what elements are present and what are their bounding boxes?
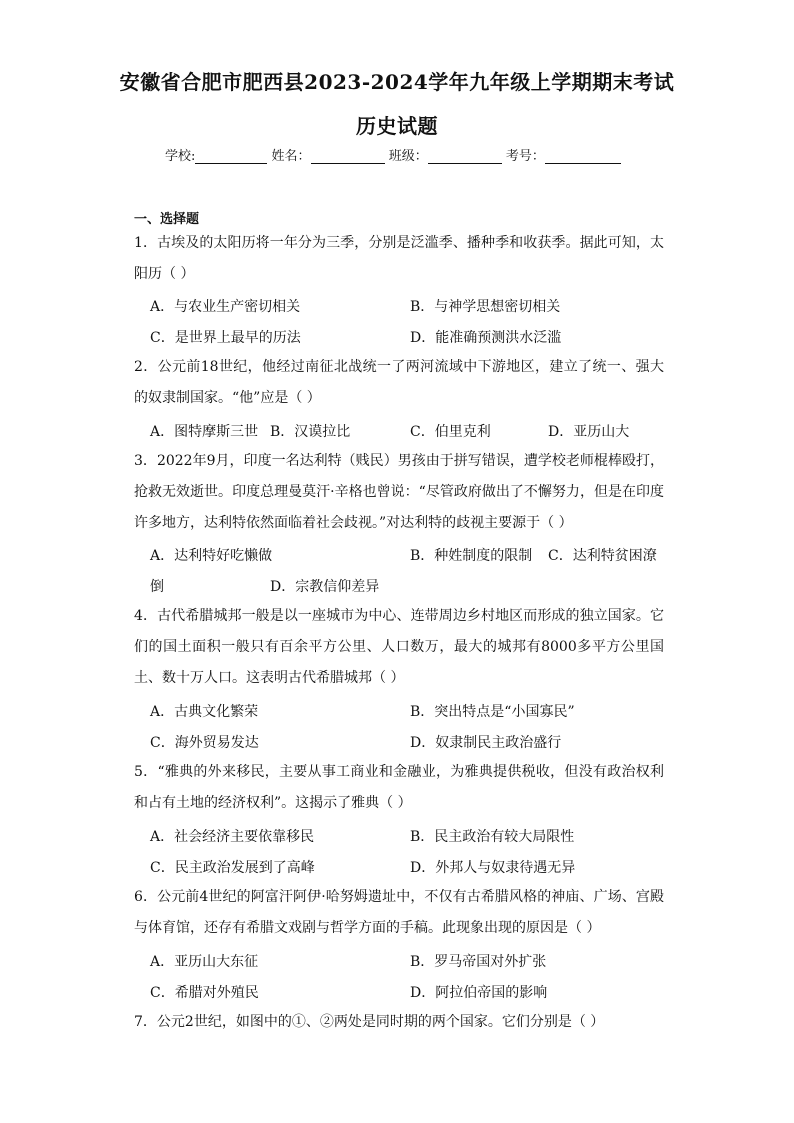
option: D．奴隶制民主政治盛行 [410, 735, 562, 751]
school-blank [195, 149, 267, 164]
school-label: 学校: [165, 149, 196, 164]
class-label: 班级： [388, 149, 428, 164]
option: B．汉谟拉比 [270, 424, 351, 440]
option: B．民主政治有较大局限性 [410, 829, 575, 845]
option: C．达利特贫困潦 [548, 548, 657, 564]
option: 倒 [150, 579, 164, 595]
option: D．能准确预测洪水泛滥 [410, 330, 562, 346]
option: B．突出特点是“小国寡民” [410, 704, 575, 720]
option: C．海外贸易发达 [150, 735, 259, 751]
question-stem: 1．古埃及的太阳历将一年分为三季，分别是泛滥季、播种季和收获季。据此可知，太阳历（ ） [134, 235, 664, 282]
name-blank [311, 149, 385, 164]
question-stem: 4．古代希腊城邦一般是以一座城市为中心、连带周边乡村地区而形成的独立国家。它们的国土面积一般只有百余平方公里、人口数万，最大的城邦有8000多平方公里国土、数十万人口。这表明古代希腊城邦（ ） [134, 608, 664, 686]
option: C．希腊对外殖民 [150, 985, 259, 1001]
option: A．达利特好吃懒做 [150, 548, 273, 564]
name-label: 姓名： [271, 149, 311, 164]
option: C．是世界上最早的历法 [150, 330, 301, 346]
option: B．罗马帝国对外扩张 [410, 954, 547, 970]
section-heading: 一、选择题 [134, 212, 200, 227]
option: C．伯里克利 [410, 424, 491, 440]
option: B．与神学思想密切相关 [410, 299, 561, 315]
exam-subject-title: 历史试题 [356, 114, 438, 138]
option: D．外邦人与奴隶待遇无异 [410, 860, 576, 876]
option: D．宗教信仰差异 [270, 579, 380, 595]
option: A．社会经济主要依靠移民 [150, 829, 315, 845]
option: A．古典文化繁荣 [150, 704, 259, 720]
exam-title: 安徽省合肥市肥西县2023-2024学年九年级上学期期末考试 [119, 70, 675, 94]
class-blank [428, 149, 502, 164]
question-stem: 7．公元2世纪，如图中的①、②两处是同时期的两个国家。它们分别是（ ） [134, 1014, 605, 1030]
question-stem: 6．公元前4世纪的阿富汗阿伊·哈努姆遗址中，不仅有古希腊风格的神庙、广场、宫殿与体育馆，还存有希腊文戏剧与哲学方面的手稿。此现象出现的原因是（ ） [134, 889, 664, 936]
question-stem: 5．“雅典的外来移民，主要从事工商业和金融业，为雅典提供税收，但没有政治权利和占有土地的经济权利”。这揭示了雅典（ ） [134, 764, 664, 811]
option: A．图特摩斯三世 [150, 424, 259, 440]
number-blank [545, 149, 621, 164]
option: D．阿拉伯帝国的影响 [410, 985, 548, 1001]
option: A．与农业生产密切相关 [150, 299, 301, 315]
question-stem: 2．公元前18世纪，他经过南征北战统一了两河流域中下游地区，建立了统一、强大的奴隶制国家。“他”应是（ ） [134, 359, 664, 406]
student-info-row [165, 145, 621, 164]
number-label: 考号： [505, 149, 545, 164]
option: B．种姓制度的限制 [410, 548, 533, 564]
option: A．亚历山大东征 [150, 954, 259, 970]
question-stem: 3．2022年9月，印度一名达利特（贱民）男孩由于拼写错误，遭学校老师棍棒殴打，抢救无效逝世。印度总理曼莫汗·辛格也曾说：“尽管政府做出了不懈努力，但是在印度许多地方，达利特依然面临着社会歧视。”对达利特的歧视主要源于（ ） [134, 453, 664, 531]
option: D．亚历山大 [548, 424, 630, 440]
option: C．民主政治发展到了高峰 [150, 860, 315, 876]
